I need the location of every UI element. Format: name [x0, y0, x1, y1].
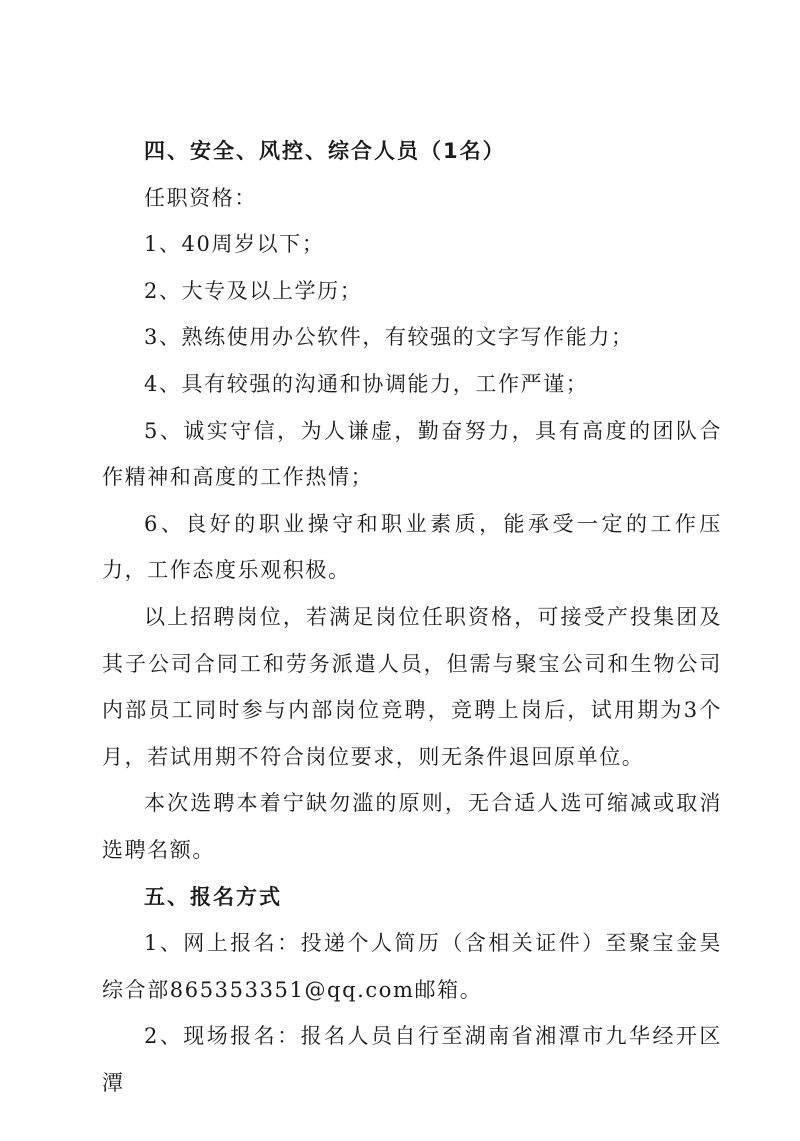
qualification-item-1: 1、40周岁以下； — [144, 232, 325, 257]
recruitment-note: 以上招聘岗位，若满足岗位任职资格，可接受产投集团及其子公司合同工和劳务派遣人员，但需与聚宝公司和生物公司内部员工同时参与内部岗位竞聘，竞聘上岗后，试用期为3个月，若试用期不符合岗位要求，则无条件退回原单位。 — [102, 604, 722, 769]
selection-principle-note: 本次选聘本着宁缺勿滥的原则，无合适人选可缩减或取消选聘名额。 — [102, 791, 722, 862]
section-4-heading: 四、安全、风控、综合人员（1名） — [144, 139, 506, 163]
qualification-item-5: 5、诚实守信，为人谦虚，勤奋努力，具有高度的团队合作精神和高度的工作热情； — [102, 418, 722, 490]
qualification-item-4: 4、具有较强的沟通和协调能力，工作严谨； — [144, 371, 589, 396]
qualification-item-2: 2、大专及以上学历； — [144, 278, 363, 303]
registration-item-online: 1、网上报名：投递个人简历（含相关证件）至聚宝金昊综合部865353351@qq.com邮箱。 — [102, 931, 722, 1002]
section-5-heading: 五、报名方式 — [144, 884, 282, 909]
document-body — [102, 128, 722, 1106]
registration-item-onsite: 2、现场报名：报名人员自行至湖南省湘潭市九华经开区潭 — [102, 1024, 722, 1095]
qualifications-label: 任职资格： — [144, 185, 257, 210]
qualification-item-6: 6、良好的职业操守和职业素质，能承受一定的工作压力，工作态度乐观积极。 — [102, 511, 722, 583]
qualification-item-3: 3、熟练使用办公软件，有较强的文字写作能力； — [144, 325, 634, 350]
